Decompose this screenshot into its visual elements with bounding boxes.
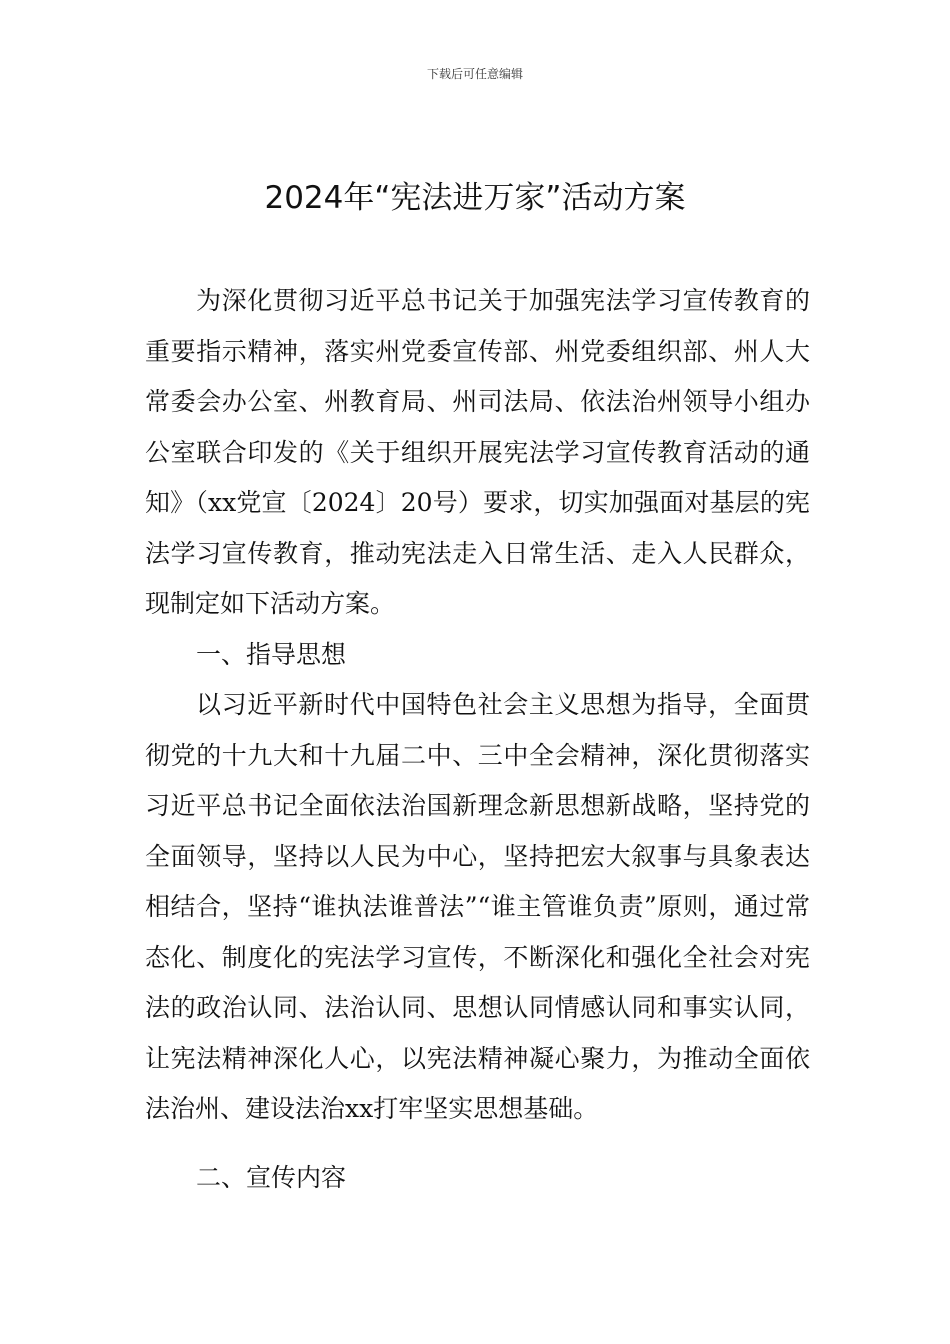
section-heading-publicity-content: 二、宣传内容 [196, 1162, 347, 1192]
page-header-note: 下载后可任意编辑 [426, 67, 523, 81]
guiding-ideology-paragraph: 以习近平新时代中国特色社会主义思想为指导，全面贯彻党的十九大和十九届二中、三中全会精神，深化贯彻落实习近平总书记全面依法治国新理念新思想新战略，坚持党的全面领导，坚持以人民为中心，坚持把宏大叙事与具象表达相结合，坚持“谁执法谁普法”“谁主管谁负责”原则，通过常态化、制度化的宪法学习宣传，不断深化和强化全社会对宪法的政治认同、法治认同、思想认同情感认同和事实认同，让宪法精神深化人心，以宪法精神凝心聚力，为推动全面依法治州、建设法治xx打牢坚实思想基础。 [145, 690, 810, 1123]
intro-paragraph: 为深化贯彻习近平总书记关于加强宪法学习宣传教育的重要指示精神，落实州党委宣传部、州党委组织部、州人大常委会办公室、州教育局、州司法局、依法治州领导小组办公室联合印发的《关于组织开展宪法学习宣传教育活动的通知》（xx党宣〔2024〕20号）要求，切实加强面对基层的宪法学习宣传教育，推动宪法走入日常生活、走入人民群众，现制定如下活动方案。 [145, 286, 810, 618]
document-body [145, 276, 810, 1203]
section-heading-guiding-ideology: 一、指导思想 [196, 639, 347, 669]
document-title: 2024年“宪法进万家”活动方案 [264, 180, 686, 216]
